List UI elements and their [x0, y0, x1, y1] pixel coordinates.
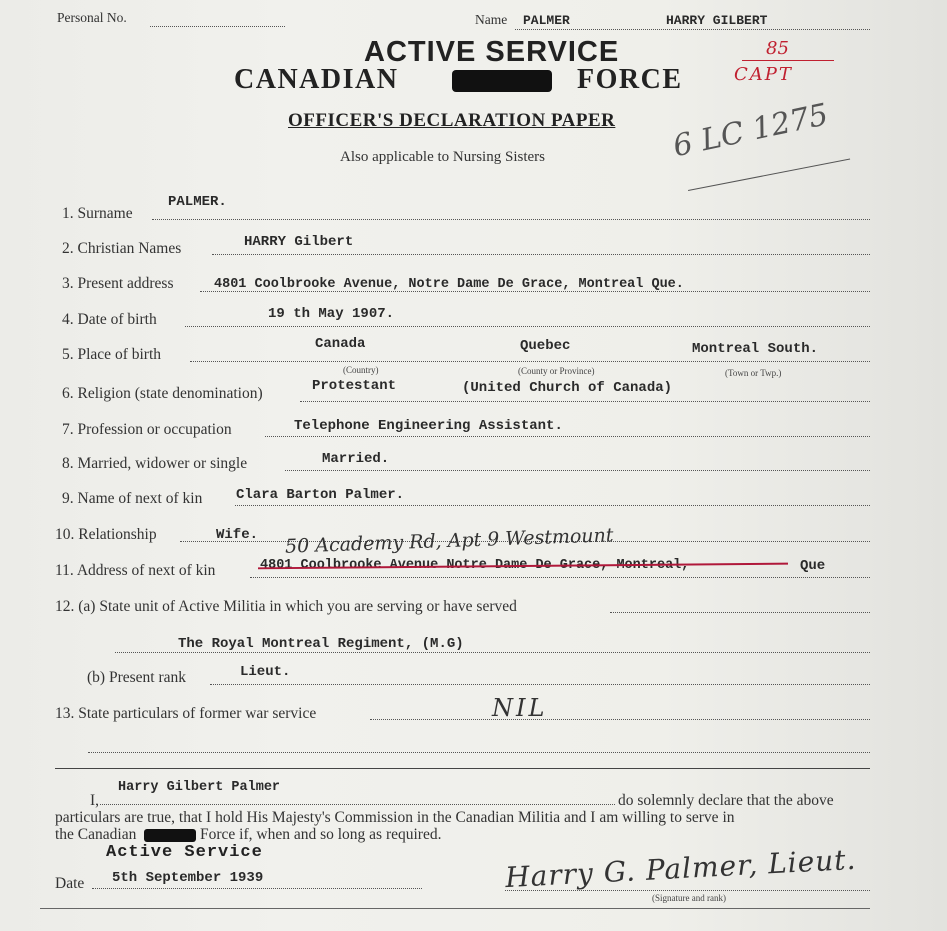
marital-status-line — [285, 470, 870, 471]
name-line — [515, 29, 870, 30]
place-of-birth-line — [190, 361, 870, 362]
war-service-value: NIL — [492, 694, 548, 722]
town-caption: (Town or Twp.) — [725, 368, 782, 378]
militia-unit-label: 12. (a) State unit of Active Militia in which you are serving or have served — [55, 598, 517, 615]
relationship-value: Wife. — [216, 527, 259, 543]
form-title: OFFICER'S DECLARATION PAPER — [288, 110, 616, 131]
next-of-kin-address-province: Que — [800, 558, 826, 574]
next-of-kin-value: Clara Barton Palmer. — [236, 487, 405, 503]
declaration-text-3b: Force if, when and so long as required. — [200, 826, 442, 843]
militia-unit-line-2 — [115, 652, 870, 653]
signature: Harry G. Palmer, Lieut. — [504, 842, 858, 895]
date-line — [92, 888, 422, 889]
place-of-birth-town: Montreal South. — [692, 341, 819, 357]
declaration-text-1: do solemnly declare that the above — [618, 792, 834, 809]
religion-label: 6. Religion (state denomination) — [62, 385, 263, 402]
present-rank-value: Lieut. — [240, 664, 291, 680]
profession-label: 7. Profession or occupation — [62, 421, 232, 438]
war-service-line-2 — [88, 752, 870, 753]
marital-status-value: Married. — [322, 451, 390, 467]
redaction-bar — [452, 70, 552, 92]
christian-names-label: 2. Christian Names — [62, 240, 182, 257]
handwritten-new-address: 50 Academy Rd, Apt 9 Westmount — [284, 524, 614, 558]
present-address-value: 4801 Coolbrooke Avenue, Notre Dame De Grace, Montreal Que. — [214, 277, 684, 292]
militia-unit-value: The Royal Montreal Regiment, (M.G) — [178, 636, 464, 652]
militia-unit-line-1 — [610, 612, 870, 613]
declaration-text-3a: the Canadian — [55, 826, 137, 843]
redaction-bar-small — [144, 829, 196, 842]
personal-no-label: Personal No. — [57, 10, 127, 25]
header-given-names: HARRY GILBERT — [666, 13, 768, 28]
present-rank-label: (b) Present rank — [87, 669, 186, 686]
date-value: 5th September 1939 — [112, 870, 264, 886]
country-caption: (Country) — [343, 365, 379, 375]
present-rank-line — [210, 684, 870, 685]
declaration-text-2: particulars are true, that I hold His Majesty's Commission in the Canadian Militia and I am willing to serve in — [55, 809, 735, 826]
religion-value: Protestant — [312, 378, 397, 394]
religion-line — [300, 401, 870, 402]
active-service-stamp: Active Service — [106, 843, 263, 862]
title-force: FORCE — [577, 64, 683, 95]
present-address-line — [200, 291, 870, 292]
place-of-birth-province: Quebec — [520, 338, 571, 354]
red-number-annotation: 85 — [766, 38, 789, 59]
province-caption: (County or Province) — [518, 366, 595, 376]
pencil-underline — [688, 159, 850, 191]
next-of-kin-address-line — [250, 577, 870, 578]
struck-old-address: 4801 Coolbrooke Avenue Notre Dame De Grace, Montreal, — [260, 558, 690, 573]
form-subtitle: Also applicable to Nursing Sisters — [340, 149, 545, 165]
marital-status-label: 8. Married, widower or single — [62, 455, 248, 472]
place-of-birth-country: Canada — [315, 336, 366, 352]
red-underline — [742, 60, 834, 61]
title-canadian: CANADIAN — [234, 64, 399, 95]
header-surname: PALMER — [523, 13, 570, 28]
declarant-name: Harry Gilbert Palmer — [118, 780, 281, 795]
next-of-kin-label: 9. Name of next of kin — [62, 490, 203, 507]
date-of-birth-value: 19 th May 1907. — [268, 306, 395, 322]
signature-line — [505, 890, 870, 891]
date-label: Date — [55, 875, 85, 892]
surname-line — [152, 219, 870, 220]
next-of-kin-line — [235, 505, 870, 506]
present-address-label: 3. Present address — [62, 275, 174, 292]
name-label: Name — [475, 12, 508, 27]
bottom-border — [40, 908, 870, 909]
surname-value: PALMER. — [168, 194, 227, 210]
personal-no-line — [150, 26, 285, 27]
christian-names-line — [212, 254, 870, 255]
place-of-birth-label: 5. Place of birth — [62, 346, 162, 363]
declaration-i-label: I, — [90, 792, 100, 809]
date-of-birth-label: 4. Date of birth — [62, 311, 157, 328]
red-rank-annotation: CAPT — [734, 64, 793, 85]
profession-value: Telephone Engineering Assistant. — [294, 418, 563, 434]
relationship-label: 10. Relationship — [55, 526, 157, 543]
profession-line — [265, 436, 870, 437]
next-of-kin-address-label: 11. Address of next of kin — [55, 562, 216, 579]
signature-caption: (Signature and rank) — [652, 893, 726, 903]
declarant-line — [100, 804, 615, 805]
surname-label: 1. Surname — [62, 205, 133, 222]
war-service-line-1 — [370, 719, 870, 720]
declaration-separator — [55, 768, 870, 769]
title-active-service: ACTIVE SERVICE — [364, 36, 620, 68]
war-service-label: 13. State particulars of former war service — [55, 705, 317, 722]
christian-names-value: HARRY Gilbert — [244, 234, 354, 250]
religion-value-detail: (United Church of Canada) — [462, 380, 673, 396]
pencil-reference: 6 LC 1275 — [670, 97, 832, 165]
date-of-birth-line — [185, 326, 870, 327]
